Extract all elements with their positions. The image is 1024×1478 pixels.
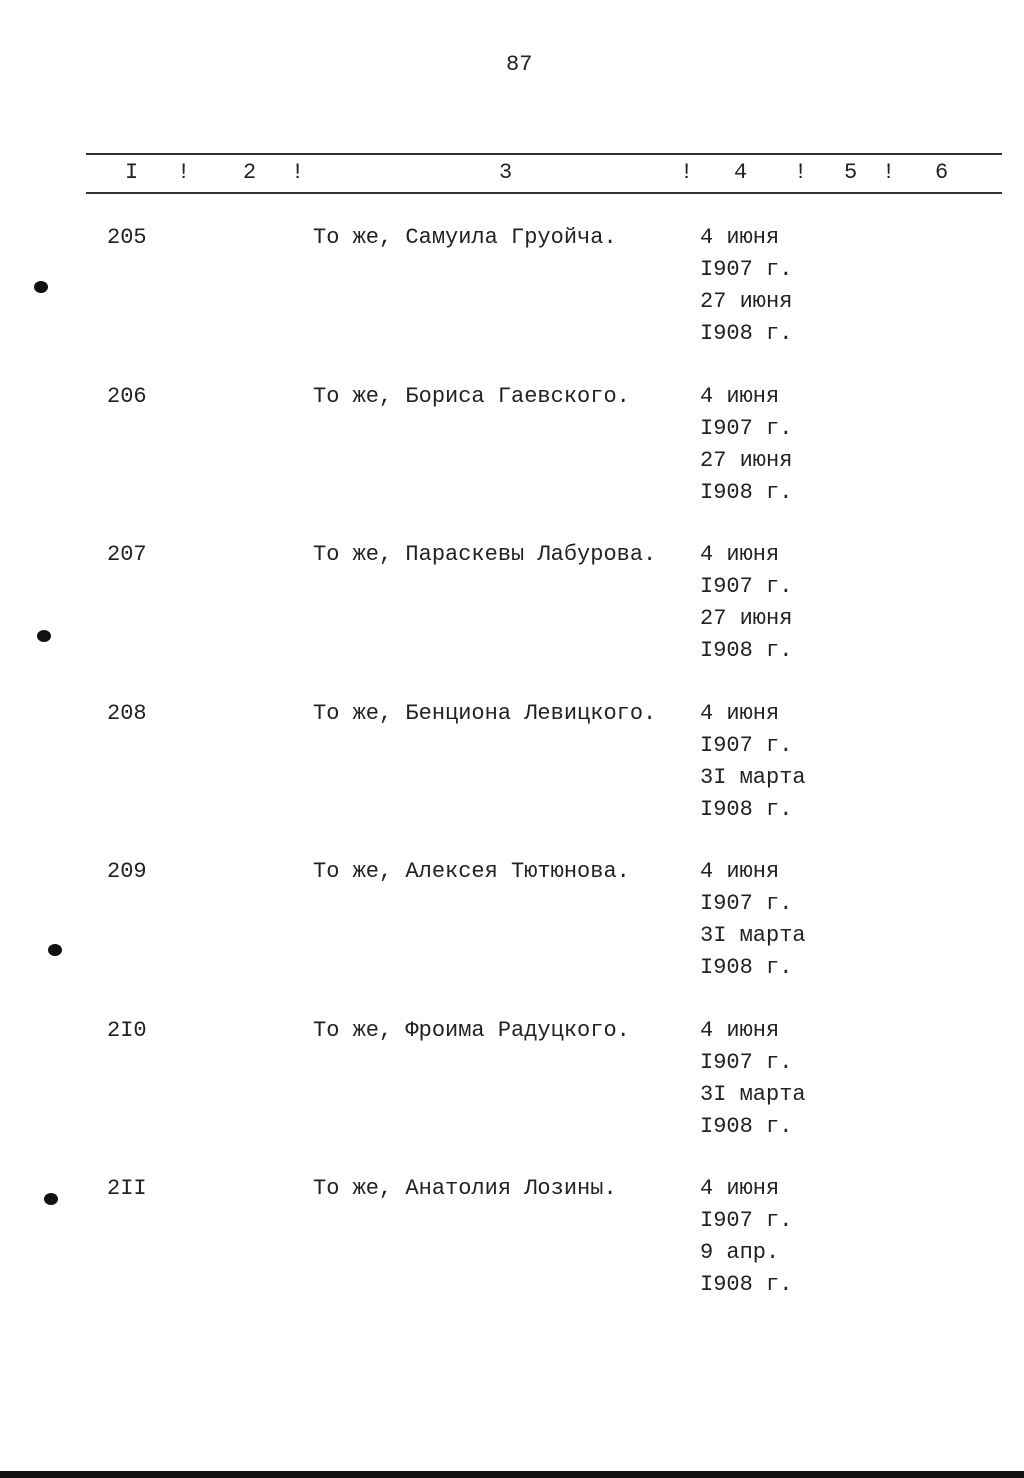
date-line: 4 июня bbox=[700, 700, 780, 726]
row-description: То же, Фроима Радуцкого. bbox=[313, 1017, 630, 1043]
date-line: 4 июня bbox=[700, 1176, 780, 1201]
date-line: I908 г. bbox=[700, 479, 793, 505]
table-row bbox=[0, 222, 1024, 372]
header-col-2: 2 bbox=[243, 160, 257, 185]
date-line: I908 г. bbox=[700, 1272, 793, 1297]
date-line: I907 г. bbox=[700, 257, 793, 282]
date-line: I908 г. bbox=[700, 955, 793, 980]
date-line: I907 г. bbox=[700, 891, 793, 916]
table-top-rule bbox=[86, 153, 1002, 155]
date-line: I907 г. bbox=[700, 1208, 793, 1233]
table-row bbox=[0, 698, 1024, 848]
date-line: 9 апр. bbox=[700, 1240, 780, 1265]
header-separator: ! bbox=[680, 160, 694, 185]
header-separator: ! bbox=[794, 160, 808, 185]
date-line: I907 г. bbox=[700, 574, 793, 599]
date-line: I908 г. bbox=[700, 796, 793, 822]
row-dates bbox=[700, 856, 806, 984]
row-dates bbox=[700, 222, 792, 350]
row-number: 2II bbox=[107, 1176, 147, 1201]
punch-hole-mark bbox=[34, 281, 48, 293]
date-line: 4 июня bbox=[700, 225, 780, 250]
row-dates bbox=[700, 381, 792, 509]
date-line: I908 г. bbox=[700, 1113, 793, 1139]
row-number: 205 bbox=[107, 225, 147, 250]
row-dates bbox=[700, 698, 806, 826]
date-line: 4 июня bbox=[700, 1017, 780, 1043]
header-separator: ! bbox=[291, 160, 305, 185]
row-description: То же, Самуила Груойча. bbox=[313, 225, 617, 250]
date-line: 27 июня bbox=[700, 289, 793, 314]
row-description: То же, Алексея Тютюнова. bbox=[313, 859, 630, 884]
row-description: То же, Бориса Гаевского. bbox=[313, 383, 630, 409]
row-description: То же, Бенциона Левицкого. bbox=[313, 700, 657, 726]
row-number: 207 bbox=[107, 542, 147, 567]
row-dates bbox=[700, 1173, 792, 1301]
date-line: I907 г. bbox=[700, 1049, 793, 1075]
table-row bbox=[0, 856, 1024, 1006]
punch-hole-mark bbox=[48, 944, 62, 956]
row-dates bbox=[700, 539, 792, 667]
date-line: I907 г. bbox=[700, 732, 793, 758]
row-description: То же, Параскевы Лабурова. bbox=[313, 542, 657, 567]
page-number: 87 bbox=[506, 52, 533, 77]
row-number: 208 bbox=[107, 700, 147, 726]
punch-hole-mark bbox=[44, 1193, 58, 1205]
date-line: 4 июня bbox=[700, 859, 780, 884]
date-line: I907 г. bbox=[700, 415, 793, 441]
header-col-4: 4 bbox=[734, 160, 748, 185]
row-number: 2I0 bbox=[107, 1017, 147, 1043]
table-row bbox=[0, 1173, 1024, 1323]
row-dates bbox=[700, 1015, 806, 1143]
scan-bottom-edge bbox=[0, 1471, 1024, 1478]
row-number: 206 bbox=[107, 383, 147, 409]
date-line: I908 г. bbox=[700, 321, 793, 346]
date-line: 4 июня bbox=[700, 383, 780, 409]
header-col-3: 3 bbox=[499, 160, 513, 185]
header-separator: ! bbox=[882, 160, 896, 185]
header-col-5: 5 bbox=[844, 160, 858, 185]
date-line: 3I марта bbox=[700, 764, 806, 790]
date-line: I908 г. bbox=[700, 638, 793, 663]
table-row bbox=[0, 381, 1024, 531]
date-line: 3I марта bbox=[700, 923, 806, 948]
header-separator: ! bbox=[177, 160, 191, 185]
row-description: То же, Анатолия Лозины. bbox=[313, 1176, 617, 1201]
date-line: 27 июня bbox=[700, 606, 793, 631]
date-line: 3I марта bbox=[700, 1081, 806, 1107]
table-row bbox=[0, 539, 1024, 689]
header-col-1: I bbox=[125, 160, 139, 185]
header-col-6: 6 bbox=[935, 160, 949, 185]
table-header-rule bbox=[86, 192, 1002, 194]
date-line: 27 июня bbox=[700, 447, 793, 473]
table-row bbox=[0, 1015, 1024, 1165]
row-number: 209 bbox=[107, 859, 147, 884]
date-line: 4 июня bbox=[700, 542, 780, 567]
punch-hole-mark bbox=[37, 630, 51, 642]
